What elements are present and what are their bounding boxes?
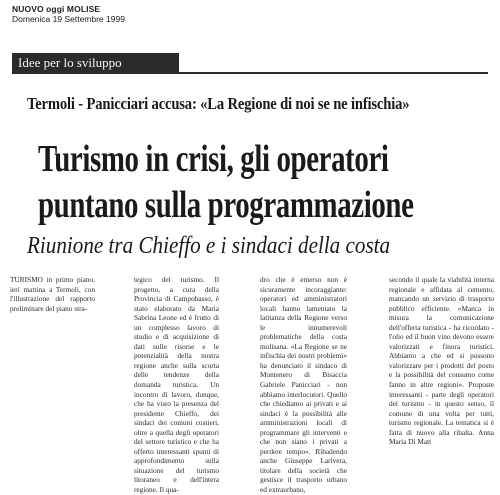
publication-date: Domenica 19 Settembre 1999 (12, 14, 125, 24)
article-kicker: Termoli - Panicciari accusa: «La Regione di noi se ne infischia» (27, 94, 410, 113)
article-body (10, 275, 494, 495)
publication-name: NUOVO oggi MOLISE (12, 4, 101, 14)
body-column-2: tegico del turismo. Il progetto, a cura della Provincia di Campobasso, è stato elaborato da Maria Sabrina Leone ed è frutto di un complesso lavoro di studio e di acquisizione di dati sulle risorse e le potenzialità della nostra regione anche sulla scorta delle tendenze della domanda turistica. Un incontro di lavoro, dunque, che ha visto la presenza del presidente Chieffo, dei sindaci dei comuni costieri, oltre a quella degli operatori del settore turistico e che ha offerto interessanti spunti di approfondimento sulla situazione del turismo litoraneo e dell'intera regione. Il qua- (134, 275, 219, 495)
body-column-1: TURISMO in primo piano, ieri mattina a Termoli, con l'illustrazione del rapporto preliminare del piano stra- (10, 275, 95, 313)
body-column-4: secondo il quale la viabilità interna regionale e affidata al cemento, mancando un servizio di trasporto pubblico efficiente. «Manca in misura la comunicazione dell'offerta turistica - ha ricordato - l'olio ed il buon vino devono essere valorizzati e finora turistici. Abbiamo a che ed si possono valorizzare per i prodotti del posto e la possibilità del consumo come fanno in altre regioni». Proposte interessanti - parte degli operatori del turismo - in questo senso, il comune di una volta per tutti, turismo regionale. La tematica si è fatta di nuovo alla ribalta. Anna Maria Di Matt (389, 275, 494, 447)
section-title: Idee per lo sviluppo (12, 53, 179, 72)
article-headline (38, 136, 414, 228)
headline-line-2: puntano sulla programmazione (38, 184, 414, 226)
headline-line-1: Turismo in crisi, gli operatori (38, 138, 389, 180)
article-subheadline: Riunione tra Chieffo e i sindaci della costa (27, 233, 391, 259)
masthead (12, 4, 125, 24)
body-column-3: dro che è emerso non è sicuramente incoraggiante: operatori ed amministratori locali hanno lamentato la latitanza della Regione verso le innumerevoli problematiche della costa molisana. «La Regione se ne infischia dei nostri problemi» ha denunciato il sindaco di Montenero di Bisaccia Gabriele Panicciari - non abbiamo interlocutori. Quello che chiediamo ai privati e ai sindaci è la possibilità alle amministrazioni locali di programmare gli interventi e che non siano i privati a perdere tempo». Ribadendo anche Giuseppe Larivera, titolare della società che gestisce il trasporto urbano ed extraurbano, (260, 275, 347, 495)
section-rule (12, 72, 488, 74)
